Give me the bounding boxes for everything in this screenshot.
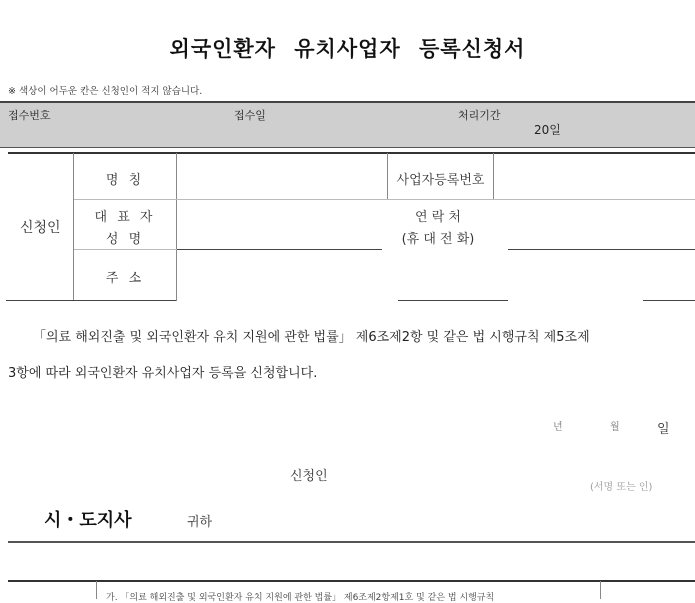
receipt-number-label: 접수번호	[8, 109, 51, 122]
contact-label-2: (휴 대 전 화)	[401, 232, 475, 247]
row-divider-2b	[177, 249, 382, 250]
address-field[interactable]	[178, 251, 693, 299]
footer-col-divider-2	[600, 581, 601, 599]
form-note: ※ 색상이 어두운 칸은 신청인이 적지 않습니다.	[8, 86, 203, 97]
applicant-label: 신청인	[20, 220, 61, 236]
biz-reg-label: 사업자등록번호	[396, 173, 485, 188]
signer-label: 신청인	[290, 469, 328, 484]
row-divider-2	[74, 249, 177, 250]
row-divider-1	[74, 199, 695, 200]
col-divider-2	[176, 153, 177, 301]
statement-line-2: 3항에 따라 외국인환자 유치사업자 등록을 신청합니다.	[8, 366, 318, 381]
processing-period-value: 20일	[534, 123, 561, 137]
date-year-mark: 년	[553, 422, 563, 433]
name-label: 명 칭	[105, 173, 145, 188]
form-title: 외국인환자 유치사업자 등록신청서	[169, 37, 526, 61]
statement-line-1: 「의료 해외진출 및 외국인환자 유치 지원에 관한 법률」 제6조제2항 및 같은 법 시행규칙 제5조제	[33, 330, 590, 345]
name-field[interactable]	[178, 154, 386, 198]
footer-top-border	[8, 580, 695, 582]
receipt-date-label: 접수일	[234, 109, 266, 122]
table-bottom-border-b	[398, 300, 508, 301]
representative-label-2: 성 명	[105, 232, 145, 247]
sign-suffix: (서명 또는 인)	[590, 482, 653, 493]
address-label: 주 소	[105, 271, 145, 286]
recipient: 시・도지사	[44, 510, 132, 531]
honorific: 귀하	[187, 515, 213, 530]
office-use-bar	[0, 101, 695, 148]
biz-reg-field[interactable]	[495, 154, 693, 198]
row-divider-2c	[508, 249, 695, 250]
contact-field[interactable]	[495, 201, 693, 247]
date-month-mark: 월	[610, 422, 620, 433]
processing-period-label: 처리기간	[458, 109, 501, 122]
date-day-mark: 일	[657, 422, 670, 437]
footer-text: 가. 「의료 해외진출 및 외국인환자 유치 지원에 관한 법률」 제6조제2항제1호 및 같은 법 시행규칙	[106, 593, 495, 603]
contact-label-1: 연 락 처	[415, 210, 461, 225]
representative-label-1: 대 표 자	[94, 210, 156, 225]
table-bottom-border-a	[6, 300, 176, 301]
representative-field[interactable]	[178, 201, 384, 247]
table-bottom-border-c	[643, 300, 695, 301]
section-divider	[8, 541, 695, 543]
footer-col-divider-1	[96, 581, 97, 599]
col-divider-4	[493, 153, 494, 199]
